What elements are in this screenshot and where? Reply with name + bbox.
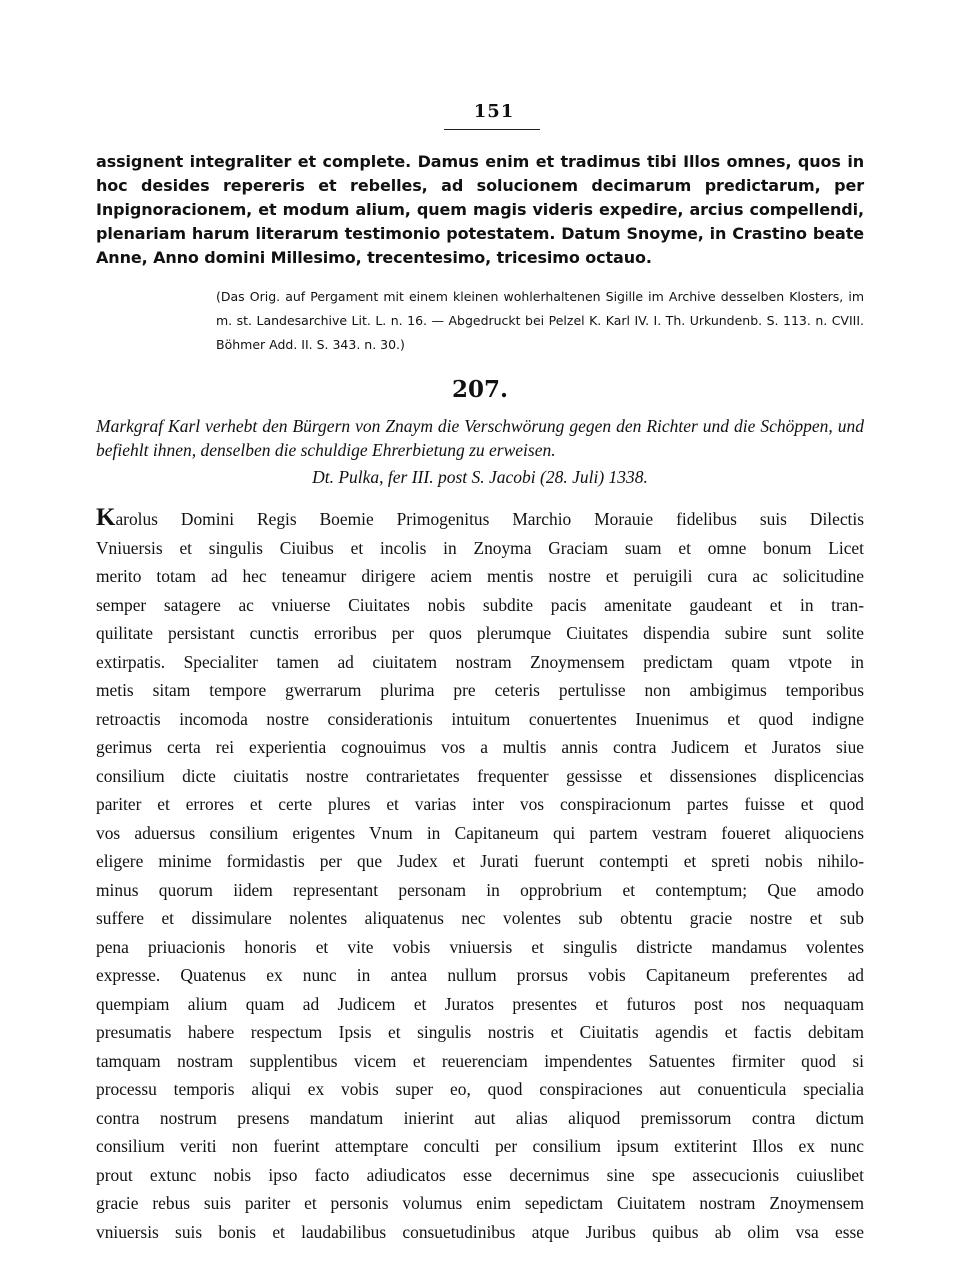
- body-line: extirpatis. Specialiter tamen ad ciuitatem nostram Znoymensem predictam quam vtpote in: [96, 651, 864, 672]
- dateline: Dt. Pulka, fer III. post S. Jacobi (28. Juli) 1338.: [312, 467, 648, 487]
- body-line: vniuersis suis bonis et laudabilibus consuetudinibus atque Juribus quibus ab olim vsa esse: [96, 1221, 864, 1242]
- body-line: consilium veriti non fuerint attemptare conculti per consilium ipsum extiterint Illos ex nunc: [96, 1136, 864, 1156]
- body-line: pariter et errores et certe plures et varias inter vos conspiracionum partes fuisse et quod: [96, 794, 864, 814]
- body-line: vos aduersus consilium erigentes Vnum in Capitaneum qui partem vestram foueret aliquociens: [96, 822, 864, 843]
- body-line: minus quorum iidem representant personam in opprobrium et contemptum; Que amodo: [96, 879, 864, 900]
- body-line: Vniuersis et singulis Ciuibus et incolis in Znoyma Graciam suam et omne bonum Licet: [96, 537, 864, 558]
- regest-summary: Markgraf Karl verhebt den Bürgern von Znaym die Verschwörung gegen den Richter und die Schöppen, und befiehlt ihnen, denselben die schuldige Ehrerbietung zu erweisen.: [96, 416, 864, 460]
- page-number: 151: [473, 101, 515, 122]
- body-line: metis sitam tempore gwerrarum plurima pre ceteris pertulisse non ambigimus temporibus: [96, 680, 864, 700]
- book-page: [96, 0, 864, 1284]
- body-line: eligere minime formidastis per que Judex et Jurati fuerunt contempti et spreti nobis nihilo-: [96, 851, 864, 871]
- body-line: suffere et dissimulare nolentes aliquatenus nec volentes sub obtentu gracie nostre et sub: [96, 908, 864, 928]
- body-line: quempiam alium quam ad Judicem et Juratos presentes et futuros post nos nequaquam: [96, 993, 864, 1014]
- body-line: prout extunc nobis ipso facto adiudicatos esse decernimus sine spe assecucionis cuiuslibet: [96, 1164, 864, 1185]
- header-rule: [444, 129, 540, 130]
- charter-text: [96, 505, 864, 1246]
- source-note: (Das Orig. auf Pergament mit einem kleinen wohlerhaltenen Sigille im Archive desselben Klosters, im m. st. Landesarchive Lit. L. n. 16. — Abgedruckt bei Pelzel K. Karl IV. I. Th. Urkundenb. S. 113. n. CVIII. Böhmer Add. II. S. 343. n. 30.): [216, 289, 864, 352]
- body-line: semper satagere ac vniuerse Ciuitates nobis subdite pacis amenitate gaudeant et in tran-: [96, 594, 864, 615]
- body-line: presumatis habere respectum Ipsis et singulis nostris et Ciuitatis agendis et factis debitam: [96, 1022, 864, 1042]
- body-line: retroactis incomoda nostre considerationis intuitum conuertentes Inuenimus et quod indigne: [96, 708, 864, 729]
- drop-initial: K: [96, 504, 116, 531]
- body-line-text: arolus Domini Regis Boemie Primogenitus Marchio Morauie fidelibus suis Dilectis: [115, 509, 864, 529]
- document-number: 207.: [451, 376, 509, 403]
- body-line: processu temporis aliqui ex vobis super eo, quod conspiraciones aut conuenticula specialia: [96, 1079, 864, 1099]
- body-line: gerimus certa rei experientia cognouimus vos a multis annis contra Judicem et Juratos siue: [96, 737, 864, 757]
- body-line: consilium dicte ciuitatis nostre contrarietates frequenter gessisse et dissensiones displicencias: [96, 765, 864, 786]
- body-line: pena priuacionis honoris et vite vobis vniuersis et singulis districte mandamus volentes: [96, 936, 864, 957]
- continuation-paragraph: assignent integraliter et complete. Damus enim et tradimus tibi Illos omnes, quos in hoc desides repereris et rebelles, ad solucionem decimarum predictarum, per Inpignoracionem, et modum alium, quem magis videris expedire, arcius compellendi, plenariam harum literarum testimonio potestatem. Datum Snoyme, in Crastino beate Anne, Anno domini Millesimo, trecentesimo, tricesimo octauo.: [96, 152, 864, 267]
- body-line: merito totam ad hec teneamur dirigere aciem mentis nostre et peruigili cura ac solicitudine: [96, 566, 864, 586]
- body-line: quilitate persistant cunctis erroribus per quos plerumque Ciuitates dispendia subire sunt solite: [96, 623, 864, 643]
- body-line: gracie rebus suis pariter et personis volumus enim sepedictam Ciuitatem nostram Znoymensem: [96, 1193, 864, 1213]
- body-line: tamquam nostram supplentibus vicem et reuerenciam impendentes Satuentes firmiter quod si: [96, 1050, 864, 1071]
- body-line: expresse. Quatenus ex nunc in antea nullum prorsus vobis Capitaneum preferentes ad: [96, 965, 864, 985]
- body-line: contra nostrum presens mandatum inierint aut alias aliquod premissorum contra dictum: [96, 1107, 864, 1128]
- body-line: [96, 505, 864, 534]
